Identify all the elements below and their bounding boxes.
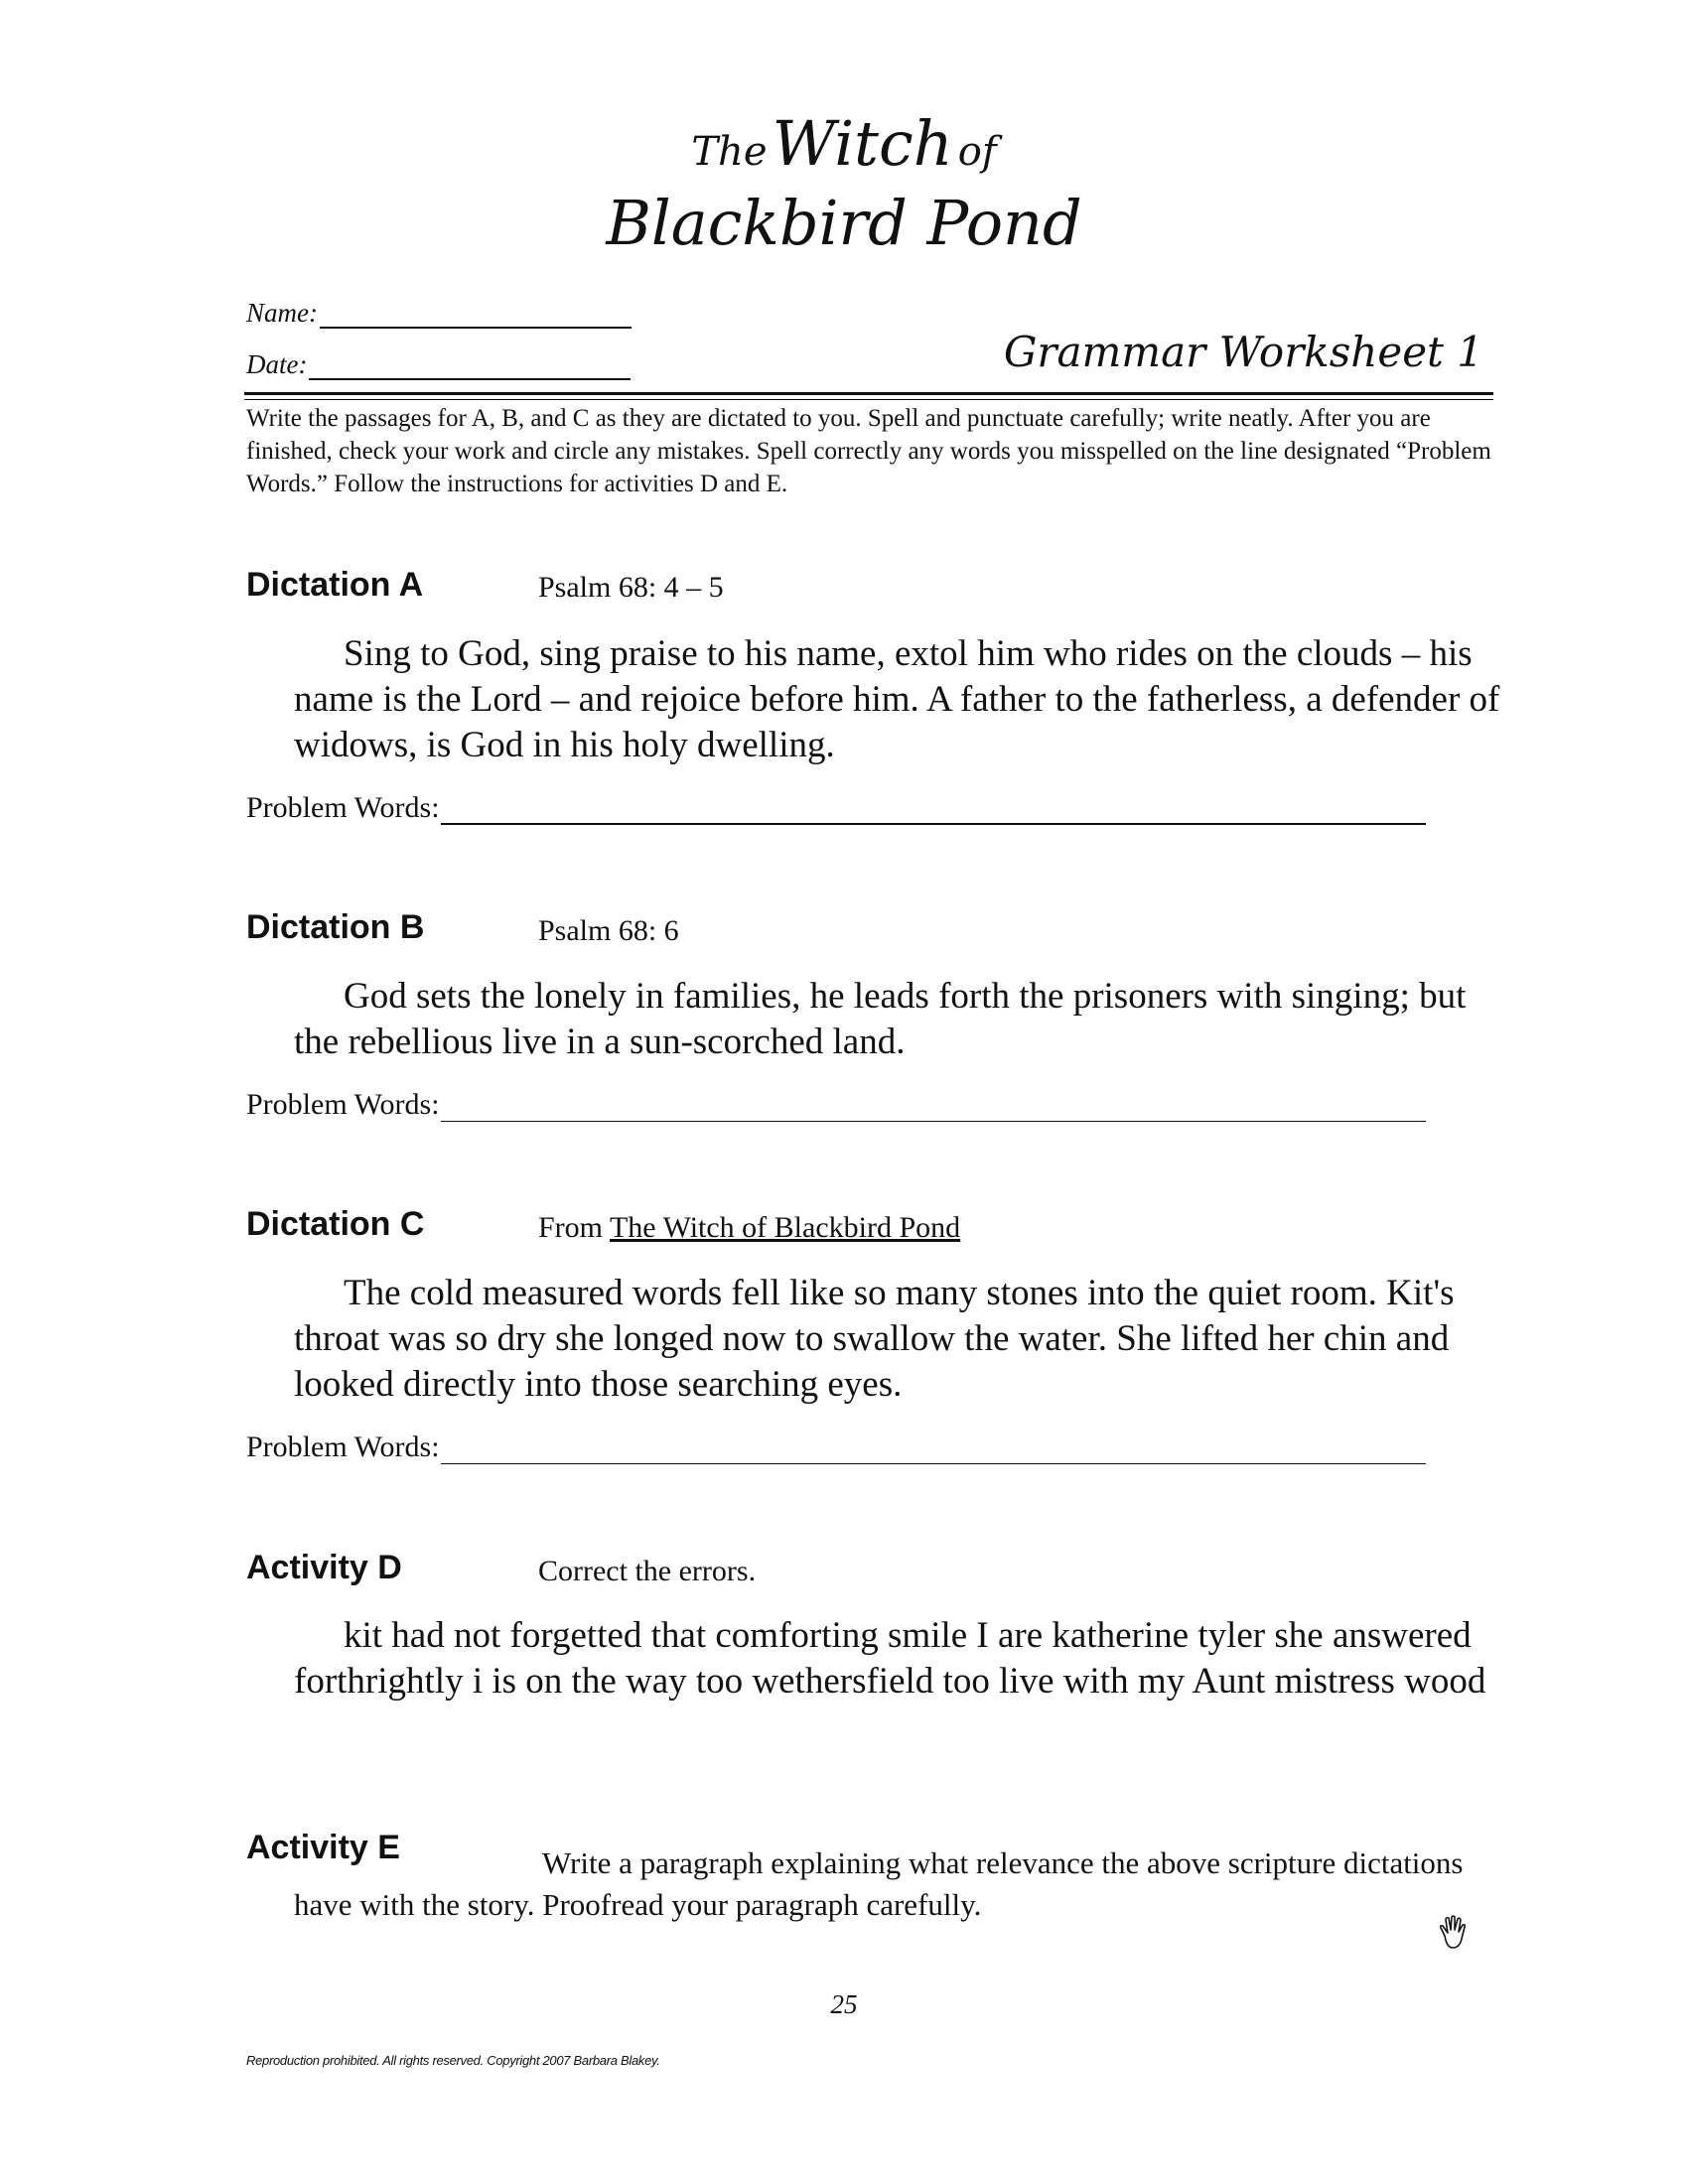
- date-label: Date:: [246, 349, 308, 379]
- title-line-1: [0, 107, 1688, 180]
- header-rule-thin: [244, 399, 1493, 400]
- header-rule: [244, 392, 1493, 395]
- copyright-notice: Reproduction prohibited. All rights reserved. Copyright 2007 Barbara Blakey.: [246, 2053, 660, 2068]
- name-line[interactable]: [320, 301, 632, 329]
- worksheet-title: Grammar Worksheet 1: [1003, 328, 1483, 376]
- problem-words-label: Problem Words:: [246, 1431, 440, 1463]
- problem-words-a-line[interactable]: [441, 799, 1426, 825]
- dictation-c-reference-prefix: From: [538, 1211, 604, 1244]
- activity-e-instruction: [294, 1843, 1515, 1926]
- dictation-a-reference: Psalm 68: 4 – 5: [538, 571, 724, 604]
- problem-words-label: Problem Words:: [246, 791, 440, 824]
- date-field: [246, 349, 631, 380]
- instructions: Write the passages for A, B, and C as they are dictated to you. Spell and punctuate carefully; write neatly. After you are finished, check your work and circle any mistakes. Spell correctly any words you misspelled on the line designated “Problem Words.” Follow the instructions for activities D and E.: [246, 405, 1491, 497]
- title-the: The: [691, 129, 768, 175]
- dictation-b-reference: Psalm 68: 6: [538, 914, 679, 947]
- page-number: 25: [830, 1989, 858, 2019]
- problem-words-b-line[interactable]: [441, 1097, 1426, 1122]
- activity-d-heading: Activity D: [246, 1549, 402, 1586]
- dictation-a-heading: Dictation A: [246, 566, 424, 604]
- dictation-c-passage: The cold measured words fell like so many stones into the quiet room. Kit's throat was so dry she longed now to swallow the water. She lifted her chin and looked directly into those searching eyes.: [294, 1273, 1455, 1405]
- date-line[interactable]: [309, 352, 631, 380]
- dictation-c-heading: Dictation C: [246, 1205, 425, 1243]
- problem-words-b: [246, 1088, 1426, 1122]
- title-of: of: [957, 129, 997, 175]
- dictation-a-passage: Sing to God, sing praise to his name, extol him who rides on the clouds – his name is the Lord – and rejoice before him. A father to the fatherless, a defender of widows, is God in his holy dwelling.: [294, 633, 1500, 765]
- dictation-c-reference: [538, 1211, 960, 1245]
- title-line-2: Blackbird Pond: [606, 187, 1082, 259]
- problem-words-label: Problem Words:: [246, 1088, 440, 1121]
- activity-d-instruction: Correct the errors.: [538, 1555, 757, 1587]
- activity-e-heading: Activity E: [246, 1829, 400, 1866]
- hand-icon: [1436, 1914, 1474, 1952]
- activity-d-passage: kit had not forgetted that comforting smile I are katherine tyler she answered forthrightly i is on the way too wethersfield too live with my Aunt mistress wood: [294, 1615, 1486, 1702]
- dictation-b-heading: Dictation B: [246, 908, 425, 946]
- problem-words-c: [246, 1431, 1426, 1464]
- dictation-c-reference-title: The Witch of Blackbird Pond: [609, 1211, 961, 1244]
- activity-e-instruction-text: Write a paragraph explaining what relevance the above scripture dictations have with the story. Proofread your paragraph carefully.: [294, 1845, 1464, 1922]
- name-field: [246, 298, 632, 329]
- title-witch: Witch: [772, 107, 953, 180]
- problem-words-a: [246, 791, 1426, 825]
- dictation-b-passage: God sets the lonely in families, he leads forth the prisoners with singing; but the rebellious live in a sun-scorched land.: [294, 976, 1467, 1062]
- name-label: Name:: [246, 298, 318, 328]
- problem-words-c-line[interactable]: [441, 1439, 1426, 1464]
